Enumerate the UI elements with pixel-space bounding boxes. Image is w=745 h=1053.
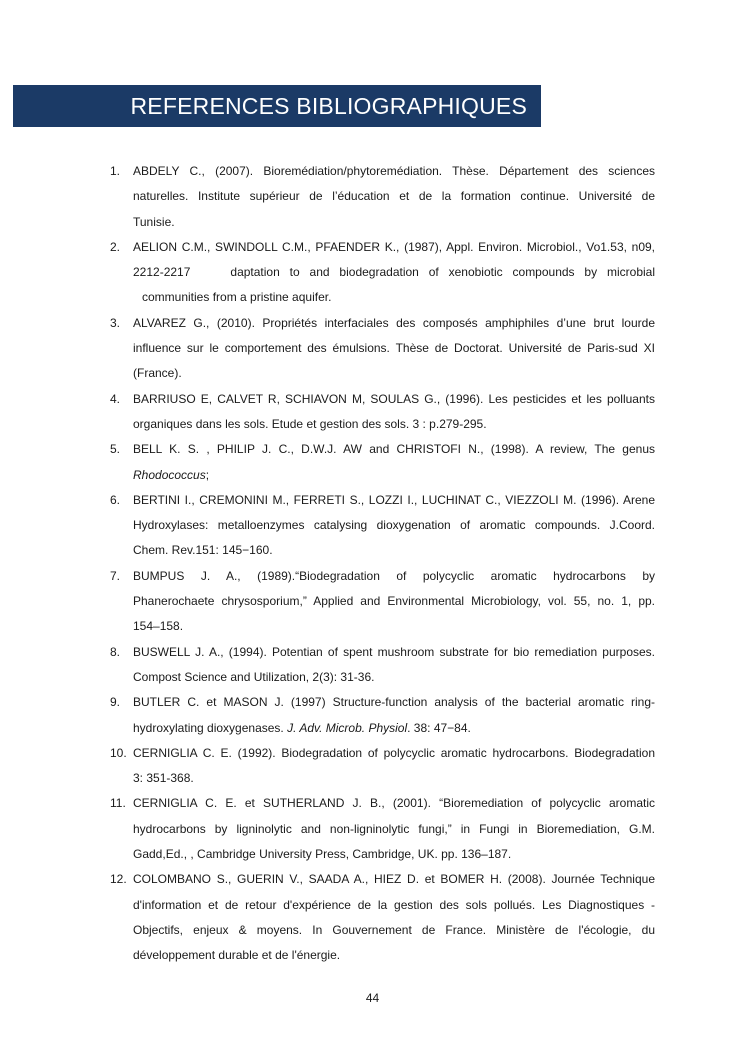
reference-text [133,311,655,387]
reference-item [0,488,745,564]
reference-line: BARRIUSO E, CALVET R, SCHIAVON M, SOULAS G., (1996). Les pesticides et les polluants [133,391,655,406]
reference-line: Compost Science and Utilization, 2(3): 31-36. [133,669,375,684]
reference-text [133,159,655,235]
reference-item [0,564,745,640]
reference-line: naturelles. Institute supérieur de l’éducation et de la formation continue. Université de [133,189,655,204]
reference-item [0,867,745,968]
reference-number: 9. [110,695,121,710]
reference-fragment: Rhodococcus [133,467,206,482]
reference-number: 1. [110,164,121,178]
reference-line: BELL K. S. , PHILIP J. C., D.W.J. AW and CHRISTOFI N., (1998). A review, The genus [133,442,655,457]
reference-line: Gadd,Ed., , Cambridge University Press, Cambridge, UK. pp. 136–187. [133,847,512,862]
reference-item [0,640,745,691]
reference-number: 4. [110,391,121,406]
reference-line: Tunisie. [133,214,175,229]
reference-line: BUSWELL J. A., (1994). Potentian of spent mushroom substrate for bio remediation purposes. [133,644,655,659]
reference-line: COLOMBANO S., GUERIN V., SAADA A., HIEZ D. et BOMER H. (2008). Journée Technique [133,872,655,887]
reference-line: CERNIGLIA C. E. et SUTHERLAND J. B., (2001). “Bioremediation of polycyclic aromatic [133,796,655,811]
reference-line: (France). [133,366,182,381]
section-title: REFERENCES BIBLIOGRAPHIQUES [130,92,527,119]
reference-fragment: J. Adv. Microb. Physiol [287,720,408,735]
reference-item [0,437,745,488]
reference-text [133,235,655,311]
reference-text [133,387,655,438]
reference-line [133,260,655,285]
reference-item [0,311,745,387]
reference-line: communities from a pristine aquifer. [142,290,332,305]
reference-line: 3: 351-368. [133,771,194,786]
reference-line: ABDELY C., (2007). Bioremédiation/phytoremédiation. Thèse. Département des sciences [133,164,655,178]
reference-line: hydrocarbons by ligninolytic and non-ligninolytic fungi,” in Fungi in Bioremediation, G.M. [133,821,655,836]
reference-text [133,791,655,867]
reference-text [133,488,655,564]
reference-line [133,463,655,488]
reference-line: Phanerochaete chrysosporium,” Applied and Environmental Microbiology, vol. 55, no. 1, pp. [133,594,655,609]
reference-line: BUMPUS J. A., (1989).“Biodegradation of polycyclic aromatic hydrocarbons by [133,568,655,583]
reference-number: 7. [110,568,121,583]
reference-number: 2. [110,239,121,254]
reference-item [0,791,745,867]
reference-number: 12. [110,872,127,887]
reference-number: 10. [110,745,127,760]
reference-text [133,437,655,488]
reference-line: Objectifs, enjeux & moyens. In Gouvernement de France. Ministère de l'écologie, du [133,922,655,937]
reference-text [133,640,655,691]
reference-line: influence sur le comportement des émulsions. Thèse de Doctorat. Université de Paris-sud XI [133,341,655,356]
reference-line: BUTLER C. et MASON J. (1997) Structure-function analysis of the bacterial aromatic ring- [133,695,655,710]
reference-number: 3. [110,315,121,330]
reference-line: organiques dans les sols. Etude et gestion des sols. 3 : p.279-295. [133,416,487,431]
reference-item [0,387,745,438]
reference-fragment: . 38: 47−84. [407,720,471,735]
page-number: 44 [365,991,380,1005]
reference-item [0,741,745,792]
reference-line [133,716,655,741]
reference-fragment: hydroxylating dioxygenases. [133,720,288,735]
reference-line: BERTINI I., CREMONINI M., FERRETI S., LOZZI I., LUCHINAT C., VIEZZOLI M. (1996). Arene [133,492,655,507]
reference-line: 154–158. [133,619,184,634]
reference-line: Hydroxylases: metalloenzymes catalysing dioxygenation of aromatic compounds. J.Coord. [133,518,655,533]
reference-text [133,867,655,968]
reference-line: d'information et de retour d'expérience de la gestion des sols pollués. Les Diagnostiques - [133,897,655,912]
reference-line: AELION C.M., SWINDOLL C.M., PFAENDER K., (1987), Appl. Environ. Microbiol., Vo1.53, n09, [133,239,655,254]
reference-number: 5. [110,442,121,457]
reference-text [133,741,655,792]
reference-number: 11. [110,796,126,811]
section-title-banner [13,85,541,127]
reference-fragment: ; [205,467,210,482]
reference-item [0,690,745,741]
reference-number: 6. [110,492,121,507]
reference-line: Chem. Rev.151: 145−160. [133,543,273,558]
reference-line: ALVAREZ G., (2010). Propriétés interfaciales des composés amphiphiles d’une brut lourde [133,315,655,330]
reference-fragment: daptation to and biodegradation of xenobiotic compounds by microbial [230,265,655,280]
reference-line: développement durable et de l'énergie. [133,948,341,963]
reference-item [0,159,745,235]
reference-list [0,159,745,969]
reference-item [0,235,745,311]
reference-text [133,690,655,741]
reference-line: CERNIGLIA C. E. (1992). Biodegradation of polycyclic aromatic hydrocarbons. Biodegradation [133,745,655,760]
reference-fragment: 2212-2217 [133,265,191,280]
reference-number: 8. [110,644,121,659]
reference-text [133,564,655,640]
